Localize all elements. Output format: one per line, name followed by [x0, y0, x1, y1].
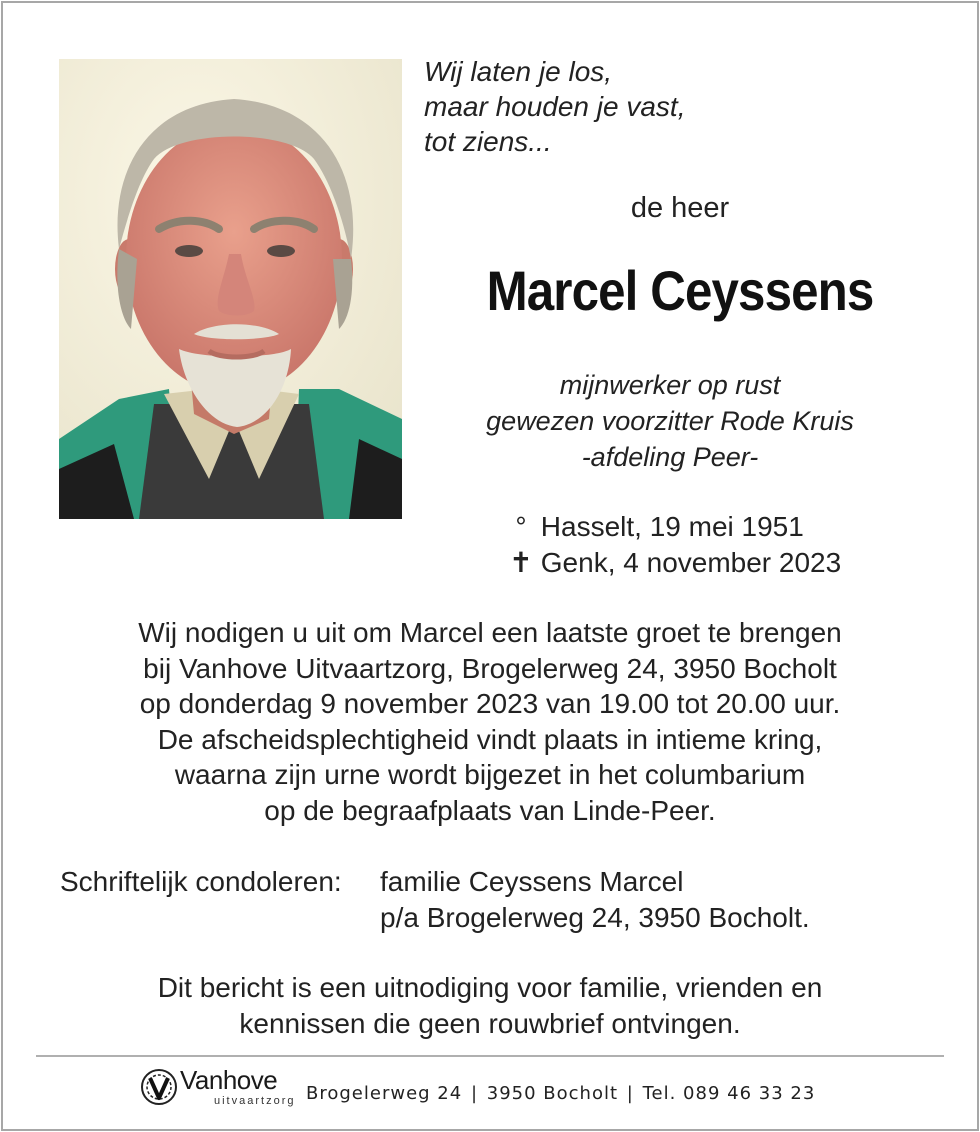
footer-separator: | [626, 1083, 634, 1104]
birth-line [509, 509, 841, 545]
vanhove-logo-icon [138, 1066, 180, 1108]
quote-line: Wij laten je los, [424, 56, 613, 87]
invitation-line: bij Vanhove Uitvaartzorg, Brogelerweg 24, 3950 Bocholt [143, 652, 837, 684]
vanhove-logo [138, 1062, 298, 1114]
condolence-label: Schriftelijk condoleren: [60, 866, 342, 897]
footer-address: Brogelerweg 24 [306, 1083, 463, 1104]
occupation [440, 367, 900, 475]
death-line [509, 545, 841, 581]
birth-date: Hasselt, 19 mei 1951 [540, 511, 804, 542]
notice-text [40, 970, 940, 1042]
condolence-address [380, 864, 810, 936]
invitation-line: op donderdag 9 november 2023 van 19.00 tot 20.00 uur. [139, 688, 841, 720]
occupation-line: -afdeling Peer- [581, 442, 759, 472]
portrait-photo [59, 59, 402, 519]
condolence-line: p/a Brogelerweg 24, 3950 Bocholt. [380, 902, 810, 933]
logo-subtitle: uitvaartzorg [214, 1095, 296, 1107]
condolence-line: familie Ceyssens Marcel [380, 866, 684, 897]
invitation-line: waarna zijn urne wordt bijgezet in het columbarium [174, 759, 806, 791]
occupation-line: mijnwerker op rust [559, 370, 781, 400]
footer-phone[interactable]: Tel. 089 46 33 23 [642, 1083, 816, 1104]
invitation-line: De afscheidsplechtigheid vindt plaats in intieme kring, [157, 723, 823, 755]
deceased-name: Marcel Ceyssens [486, 259, 874, 322]
notice-line: Dit bericht is een uitnodiging voor familie, vrienden en [157, 972, 823, 1003]
logo-name: Vanhove [180, 1065, 278, 1095]
birth-symbol: ° [515, 511, 527, 542]
occupation-line: gewezen voorzitter Rode Kruis [486, 406, 854, 436]
footer-separator: | [470, 1083, 479, 1104]
cross-icon: ✝ [509, 547, 533, 578]
invitation-line: op de begraafplaats van Linde-Peer. [264, 794, 716, 826]
footer-divider [36, 1055, 944, 1057]
invitation-text [40, 615, 940, 829]
quote-line: tot ziens... [424, 126, 552, 157]
honorific: de heer [630, 192, 730, 224]
life-dates [509, 509, 841, 581]
footer-city: 3950 Bocholt [486, 1083, 619, 1104]
quote [424, 54, 686, 159]
notice-line: kennissen die geen rouwbrief ontvingen. [239, 1008, 741, 1039]
quote-line: maar houden je vast, [424, 91, 686, 122]
death-date: Genk, 4 november 2023 [540, 547, 842, 578]
footer-contact [306, 1083, 815, 1104]
invitation-line: Wij nodigen u uit om Marcel een laatste groet te brengen [138, 617, 842, 648]
